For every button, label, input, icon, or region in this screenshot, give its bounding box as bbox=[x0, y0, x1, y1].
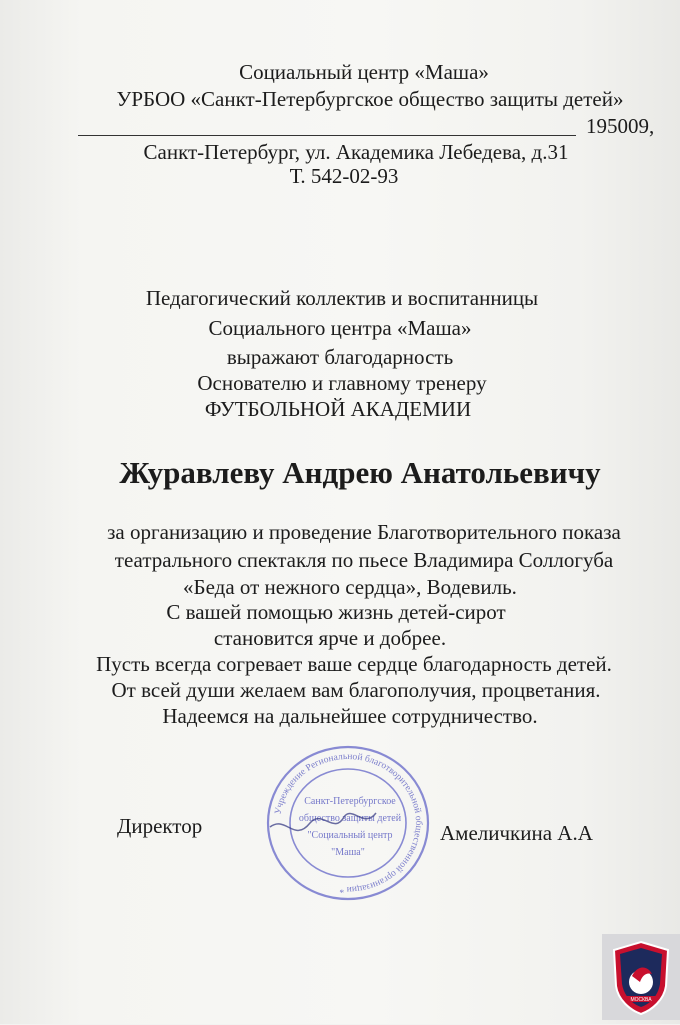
body-line: Надеемся на дальнейшее сотрудничество. bbox=[162, 704, 538, 728]
intro-line: Основателю и главному тренеру bbox=[197, 371, 487, 395]
body-line: «Беда от нежного сердца», Водевиль. bbox=[183, 575, 517, 599]
signature-title: Директор bbox=[117, 814, 203, 838]
intro-line: выражают благодарность bbox=[226, 345, 454, 369]
signature-name: Амеличкина А.А bbox=[440, 821, 593, 845]
intro-line: Педагогический коллектив и воспитанницы bbox=[145, 286, 539, 310]
intro-line: Социального центра «Маша» bbox=[208, 316, 472, 340]
body-line: за организацию и проведение Благотворительного показа bbox=[107, 520, 621, 544]
stamp-center-line: "Маша" bbox=[331, 847, 365, 858]
stamp-center-line: общество защиты детей bbox=[298, 813, 402, 824]
phone: Т. 542-02-93 bbox=[289, 164, 399, 188]
body-line: театрального спектакля по пьесе Владимира Соллогуба bbox=[114, 548, 614, 572]
body-line: От всей души желаем вам благополучия, процветания. bbox=[111, 678, 601, 702]
emblem-caption: МОСКВА bbox=[630, 997, 652, 1003]
club-emblem bbox=[602, 934, 680, 1020]
football-club-shield-icon bbox=[602, 934, 680, 1020]
recipient-name: Журавлеву Андрею Анатольевичу bbox=[119, 455, 601, 490]
body-line: становится ярче и добрее. bbox=[213, 626, 447, 650]
intro-line: ФУТБОЛЬНОЙ АКАДЕМИИ bbox=[204, 397, 472, 421]
address-rule-row bbox=[78, 114, 668, 140]
address: Санкт-Петербург, ул. Академика Лебедева, д.31 bbox=[143, 140, 569, 164]
org-full-name: УРБОО «Санкт-Петербургское общество защиты детей» bbox=[116, 87, 624, 111]
postcode: 195009, bbox=[586, 114, 655, 138]
body-line: Пусть всегда согревает ваше сердце благодарность детей. bbox=[96, 652, 612, 676]
organization-stamp-icon bbox=[264, 743, 432, 903]
header-rule bbox=[78, 135, 576, 136]
body-line: С вашей помощью жизнь детей-сирот bbox=[166, 600, 506, 624]
stamp-center-line: "Социальный центр bbox=[307, 830, 393, 841]
stamp-ring-text: Учреждение Региональной благотворительной общественной организации * bbox=[273, 751, 424, 895]
org-name: Социальный центр «Маша» bbox=[239, 60, 489, 84]
stamp-center-line: Санкт-Петербургское bbox=[304, 796, 396, 807]
